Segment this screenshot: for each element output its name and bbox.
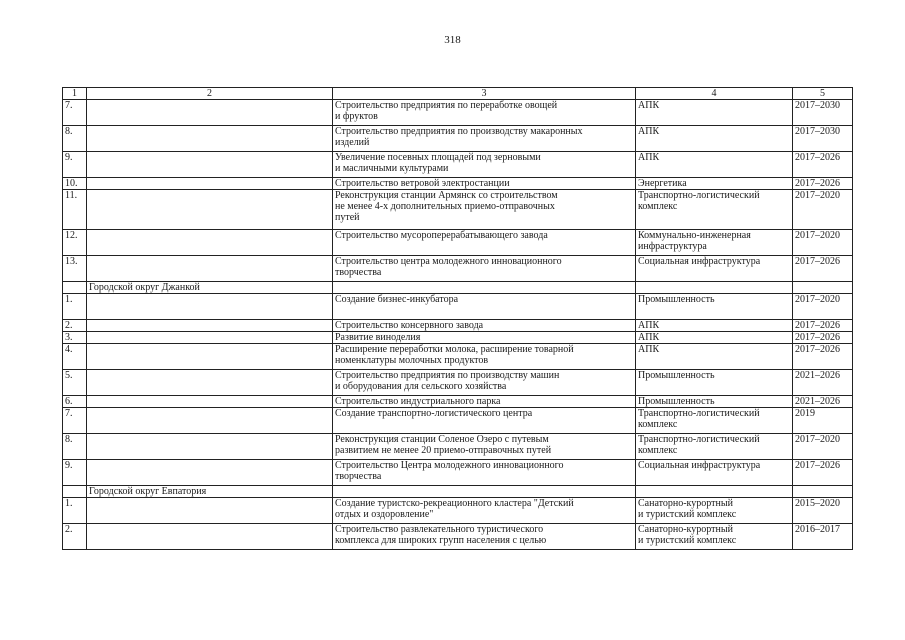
row-number: 2.	[63, 524, 87, 550]
table-row	[63, 230, 853, 256]
row-project	[333, 282, 636, 294]
row-period: 2017–2020	[793, 294, 853, 320]
section-row	[63, 282, 853, 294]
table-row	[63, 178, 853, 190]
row-sector: АПК	[636, 344, 793, 370]
row-name	[87, 294, 333, 320]
row-period: 2017–2026	[793, 332, 853, 344]
row-name	[87, 498, 333, 524]
table-row	[63, 460, 853, 486]
row-name	[87, 408, 333, 434]
row-project: Расширение переработки молока, расширение товарной номенклатуры молочных продуктов	[333, 344, 636, 370]
table-body	[63, 100, 853, 550]
row-project: Реконструкция станции Соленое Озеро с путевым развитием не менее 20 приемо-отправочных путей	[333, 434, 636, 460]
row-sector: АПК	[636, 126, 793, 152]
row-name	[87, 460, 333, 486]
table-row	[63, 396, 853, 408]
row-number: 6.	[63, 396, 87, 408]
row-project: Строительство предприятия по производству макаронных изделий	[333, 126, 636, 152]
row-project: Развитие виноделия	[333, 332, 636, 344]
row-project: Строительство Центра молодежного инновационного творчества	[333, 460, 636, 486]
row-number: 2.	[63, 320, 87, 332]
row-number: 9.	[63, 460, 87, 486]
row-number: 1.	[63, 294, 87, 320]
row-project: Строительство развлекательного туристического комплекса для широких групп населения с целью	[333, 524, 636, 550]
row-period: 2017–2026	[793, 152, 853, 178]
table-row	[63, 524, 853, 550]
row-name	[87, 256, 333, 282]
row-name	[87, 100, 333, 126]
row-name	[87, 396, 333, 408]
row-project: Строительство ветровой электростанции	[333, 178, 636, 190]
row-sector: Транспортно-логистический комплекс	[636, 434, 793, 460]
row-sector: АПК	[636, 152, 793, 178]
row-name	[87, 344, 333, 370]
table-row	[63, 408, 853, 434]
row-project: Создание бизнес-инкубатора	[333, 294, 636, 320]
row-name	[87, 332, 333, 344]
row-name	[87, 190, 333, 230]
row-period: 2021–2026	[793, 370, 853, 396]
row-sector: АПК	[636, 332, 793, 344]
row-sector: Промышленность	[636, 396, 793, 408]
table-row	[63, 332, 853, 344]
row-sector: Транспортно-логистический комплекс	[636, 408, 793, 434]
row-name	[87, 434, 333, 460]
table-row	[63, 256, 853, 282]
row-name: Городской округ Джанкой	[87, 282, 333, 294]
row-name: Городской округ Евпатория	[87, 486, 333, 498]
row-period: 2017–2030	[793, 100, 853, 126]
row-period: 2017–2020	[793, 434, 853, 460]
row-sector: Коммунально-инженерная инфраструктура	[636, 230, 793, 256]
header-row	[63, 88, 853, 100]
row-project: Строительство предприятия по производству машин и оборудования для сельского хозяйства	[333, 370, 636, 396]
row-number: 10.	[63, 178, 87, 190]
table-row	[63, 344, 853, 370]
table-row	[63, 152, 853, 178]
row-number: 7.	[63, 408, 87, 434]
row-number	[63, 282, 87, 294]
row-sector: Социальная инфраструктура	[636, 256, 793, 282]
row-period: 2017–2026	[793, 320, 853, 332]
row-number: 12.	[63, 230, 87, 256]
row-name	[87, 126, 333, 152]
row-period: 2017–2026	[793, 178, 853, 190]
row-project: Строительство центра молодежного инновационного творчества	[333, 256, 636, 282]
row-sector: Энергетика	[636, 178, 793, 190]
row-period	[793, 282, 853, 294]
row-period: 2017–2030	[793, 126, 853, 152]
row-period: 2021–2026	[793, 396, 853, 408]
section-row	[63, 486, 853, 498]
row-period	[793, 486, 853, 498]
row-project: Реконструкция станции Армянск со строительством не менее 4-х дополнительных приемо-отправочных путей	[333, 190, 636, 230]
row-period: 2017–2020	[793, 230, 853, 256]
row-project	[333, 486, 636, 498]
row-number: 8.	[63, 434, 87, 460]
page-number: 318	[444, 34, 461, 46]
table-header	[63, 88, 853, 100]
column-header: 5	[793, 88, 853, 100]
row-project: Строительство мусороперерабатывающего завода	[333, 230, 636, 256]
column-header: 3	[333, 88, 636, 100]
row-period: 2017–2026	[793, 256, 853, 282]
row-number: 13.	[63, 256, 87, 282]
row-number: 7.	[63, 100, 87, 126]
row-period: 2019	[793, 408, 853, 434]
row-project: Строительство консервного завода	[333, 320, 636, 332]
table-row	[63, 126, 853, 152]
row-period: 2017–2020	[793, 190, 853, 230]
row-number: 8.	[63, 126, 87, 152]
row-sector: Социальная инфраструктура	[636, 460, 793, 486]
table-row	[63, 320, 853, 332]
row-sector: Транспортно-логистический комплекс	[636, 190, 793, 230]
row-number: 5.	[63, 370, 87, 396]
row-number: 3.	[63, 332, 87, 344]
row-project: Создание туристско-рекреационного кластера "Детский отдых и оздоровление"	[333, 498, 636, 524]
row-name	[87, 320, 333, 332]
row-name	[87, 178, 333, 190]
row-name	[87, 370, 333, 396]
row-sector: АПК	[636, 320, 793, 332]
table-row	[63, 498, 853, 524]
row-number: 1.	[63, 498, 87, 524]
row-sector: Санаторно-курортный и туристский комплекс	[636, 524, 793, 550]
column-header: 1	[63, 88, 87, 100]
table-row	[63, 434, 853, 460]
row-period: 2017–2026	[793, 344, 853, 370]
row-project: Создание транспортно-логистического центра	[333, 408, 636, 434]
projects-table	[62, 87, 853, 550]
row-number: 4.	[63, 344, 87, 370]
column-header: 4	[636, 88, 793, 100]
row-period: 2017–2026	[793, 460, 853, 486]
row-name	[87, 152, 333, 178]
table-row	[63, 294, 853, 320]
row-sector: АПК	[636, 100, 793, 126]
row-number: 11.	[63, 190, 87, 230]
row-period: 2016–2017	[793, 524, 853, 550]
row-number: 9.	[63, 152, 87, 178]
row-project: Строительство индустриального парка	[333, 396, 636, 408]
table-row	[63, 100, 853, 126]
table-row	[63, 370, 853, 396]
row-name	[87, 524, 333, 550]
row-number	[63, 486, 87, 498]
column-header: 2	[87, 88, 333, 100]
row-sector	[636, 282, 793, 294]
row-period: 2015–2020	[793, 498, 853, 524]
row-sector	[636, 486, 793, 498]
row-sector: Промышленность	[636, 370, 793, 396]
row-sector: Санаторно-курортный и туристский комплекс	[636, 498, 793, 524]
table-row	[63, 190, 853, 230]
row-name	[87, 230, 333, 256]
row-project: Увеличение посевных площадей под зерновыми и масличными культурами	[333, 152, 636, 178]
row-project: Строительство предприятия по переработке овощей и фруктов	[333, 100, 636, 126]
row-sector: Промышленность	[636, 294, 793, 320]
